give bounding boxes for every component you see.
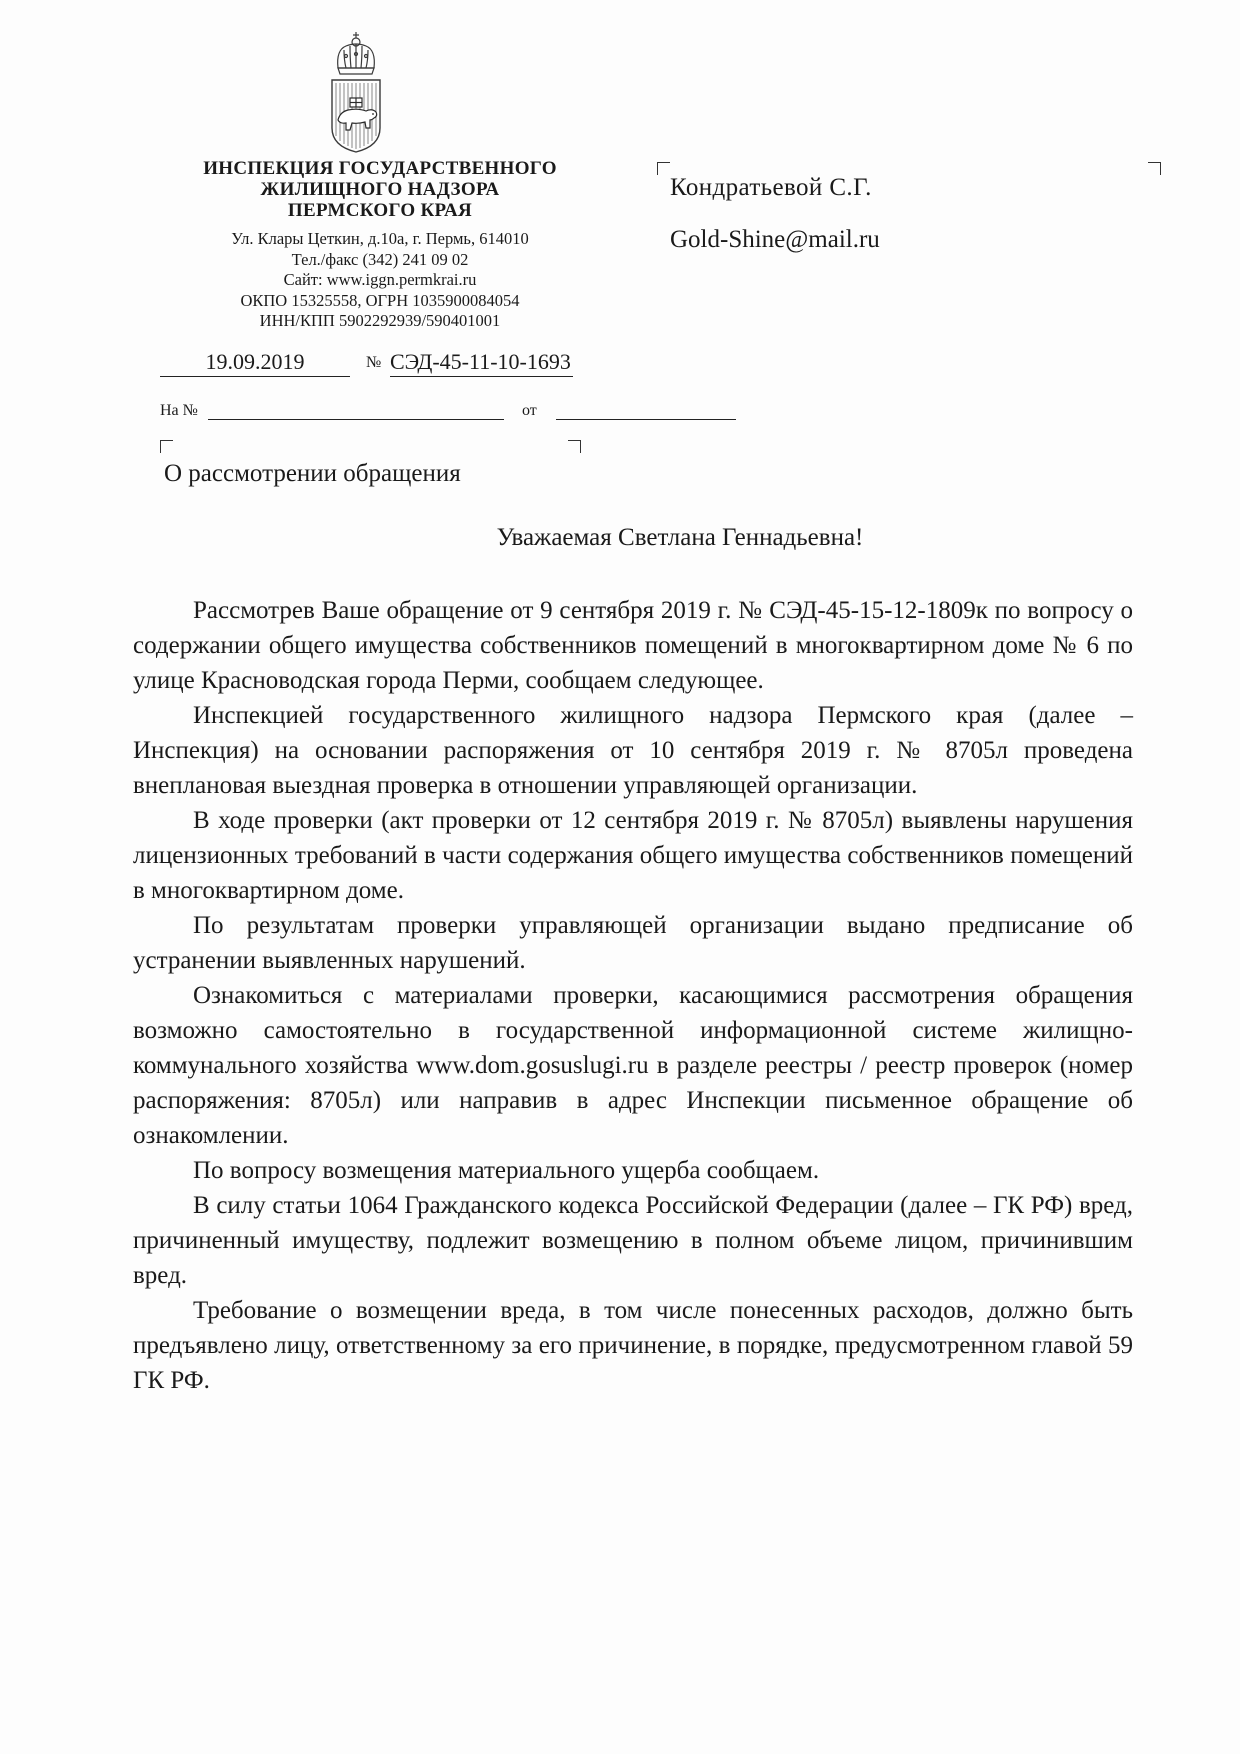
body-paragraph: Ознакомиться с материалами проверки, касающимися рассмотрения обращения возможно самостоятельно в государственной информационной системе жилищно-коммунального хозяйства www.dom.gosuslugi.ru в разделе реестры / реестр проверок (номер распоряжения: 8705л) или направив в адрес Инспекции письменное обращение об ознакомлении. <box>133 982 1133 1149</box>
recipient-block <box>670 162 880 266</box>
registration-line <box>160 348 600 378</box>
org-name-line: ЖИЛИЩНОГО НАДЗОРА <box>260 179 500 200</box>
org-phone: Тел./факс (342) 241 09 02 <box>291 249 469 269</box>
org-okpo-ogrn: ОКПО 15325558, ОГРН 1035900084054 <box>240 290 520 310</box>
org-name-line: ИНСПЕКЦИЯ ГОСУДАРСТВЕННОГО <box>203 158 557 179</box>
letter-body <box>133 593 1133 1398</box>
body-paragraph: В силу статьи 1064 Гражданского кодекса Российской Федерации (далее – ГК РФ) вред, причиненный имуществу, подлежит возмещению в полном объеме лицом, причинившим вред. <box>133 1192 1133 1289</box>
recipient-corner-mark <box>1148 162 1161 175</box>
recipient-name: Кондратьевой С.Г. <box>670 174 872 201</box>
registration-number: СЭД-45-11-10-1693 <box>390 348 573 377</box>
registration-number-label: № <box>366 354 382 371</box>
body-paragraph: По результатам проверки управляющей организации выдано предписание об устранении выявленных нарушений. <box>133 912 1133 974</box>
sender-block <box>170 158 590 332</box>
org-name-line: ПЕРМСКОГО КРАЯ <box>287 200 473 221</box>
reference-line <box>160 402 580 426</box>
recipient-email: Gold-Shine@mail.ru <box>670 226 880 253</box>
body-paragraph: В ходе проверки (акт проверки от 12 сентября 2019 г. № 8705л) выявлены нарушения лицензионных требований в части содержания общего имущества собственников помещений в многоквартирном доме. <box>133 807 1133 904</box>
reference-date-blank <box>556 419 736 420</box>
recipient-corner-mark <box>657 162 670 175</box>
body-paragraph: Инспекцией государственного жилищного надзора Пермского края (далее – Инспекция) на основании распоряжения от 10 сентября 2019 г. № 8705л проведена внеплановая выездная проверка в отношении управляющей организации. <box>133 702 1133 799</box>
subject-corner-mark <box>160 440 173 453</box>
subject-corner-mark <box>568 440 581 453</box>
org-address: Ул. Клары Цеткин, д.10а, г. Пермь, 614010 <box>231 229 529 248</box>
body-paragraph: Требование о возмещении вреда, в том числе понесенных расходов, должно быть предъявлено лицу, ответственному за его причинение, в порядке, предусмотренном главой 59 ГК РФ. <box>133 1297 1133 1394</box>
letter-subject: О рассмотрении обращения <box>164 460 461 487</box>
reference-from-label: от <box>522 402 537 419</box>
registration-date: 19.09.2019 <box>160 348 350 377</box>
reference-number-blank <box>208 419 504 420</box>
perm-krai-coat-of-arms-icon <box>324 28 388 154</box>
org-website: Сайт: www.iggn.permkrai.ru <box>283 270 477 289</box>
body-paragraph: Рассмотрев Ваше обращение от 9 сентября 2019 г. № СЭД-45-15-12-1809к по вопросу о содержании общего имущества собственников помещений в многоквартирном доме № 6 по улице Красноводская города Перми, сообщаем следующее. <box>133 597 1133 694</box>
body-paragraph: По вопросу возмещения материального ущерба сообщаем. <box>193 1157 820 1184</box>
salutation: Уважаемая Светлана Геннадьевна! <box>496 524 864 551</box>
org-inn-kpp: ИНН/КПП 5902292939/590401001 <box>259 311 501 330</box>
reference-number-label: На № <box>160 402 198 419</box>
